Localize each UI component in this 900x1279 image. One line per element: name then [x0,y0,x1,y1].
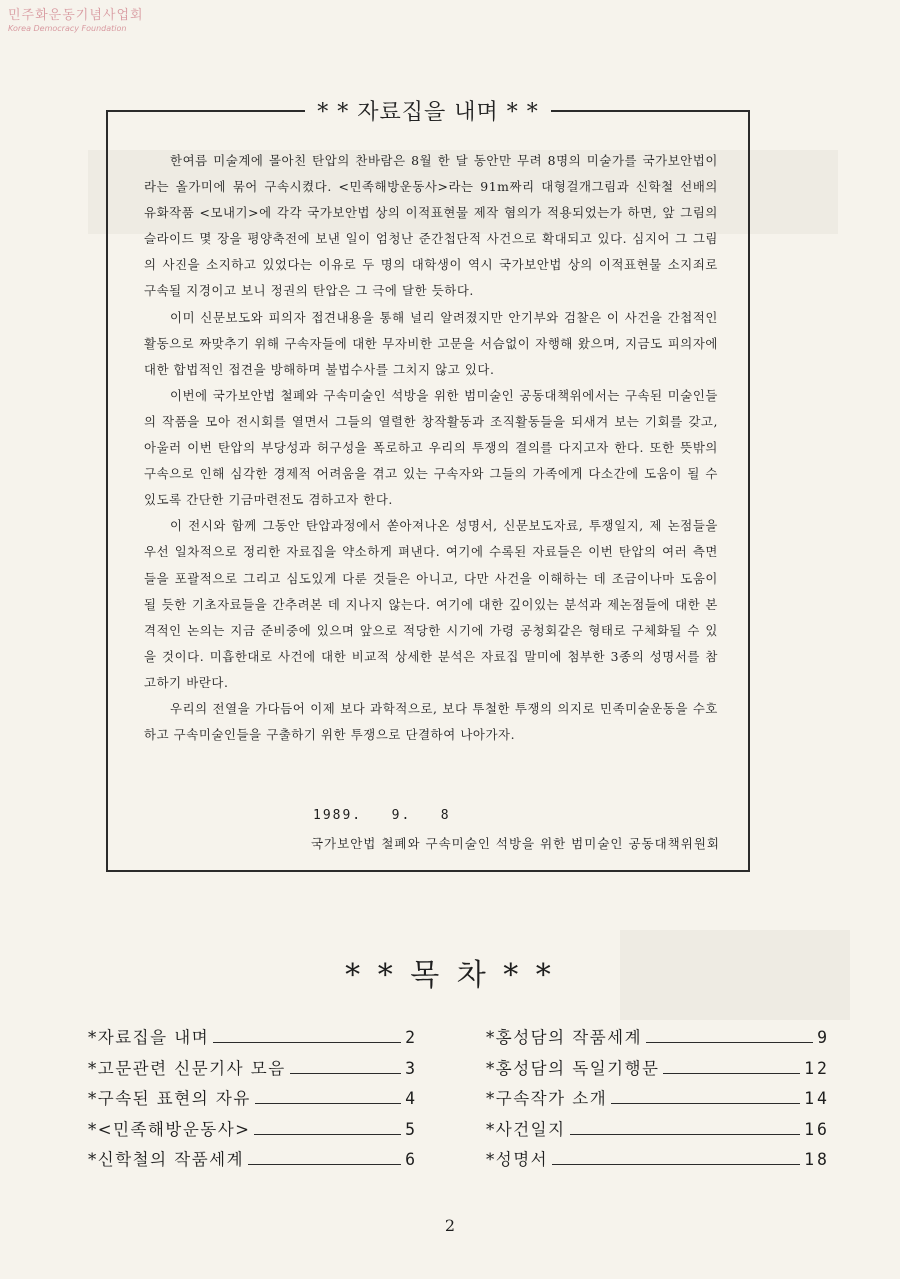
toc-column-right [486,1024,830,1177]
toc-item-label: *홍성담의 작품세계 [486,1028,643,1047]
toc-item [486,1024,830,1055]
toc-item [88,1055,418,1086]
toc-item-label: *사건일지 [486,1119,566,1139]
toc-item-label: *신학철의 작품세계 [88,1150,245,1169]
toc-item-page: 16 [804,1119,830,1139]
toc-item-page: 2 [405,1028,418,1047]
watermark-korean: 민주화운동기념사업회 [8,8,144,23]
toc-leader [646,1033,813,1043]
intro-box [106,100,750,872]
toc-item-page: 3 [405,1058,418,1078]
toc-item-label: *성명서 [486,1150,549,1169]
toc-leader [254,1124,401,1134]
toc-leader [255,1094,401,1104]
toc-item [88,1085,418,1116]
toc-leader [663,1063,800,1073]
table-of-contents [88,1024,830,1184]
toc-item-label: *구속작가 소개 [486,1089,608,1108]
intro-paragraph: 한여름 미술계에 몰아친 탄압의 찬바람은 8월 한 달 동안만 무려 8명의 미술가를 국가보안법이라는 올가미에 묶어 구속시켰다. <민족해방운동사>라는 91m짜리 대형걸개그림과 신학철 선배의 유화작품 <모내기>에 각각 국가보안법 상의 이적표현물 제작 혐의가 적용되었는가 하면, 앞 그림의 슬라이드 몇 장을 평양축전에 보낸 일이 엄청난 준간첩단적 사건으로 확대되고 있다. 심지어 그 그림의 사진을 소지하고 있었다는 이유로 두 명의 대학생이 역시 국가보안법 상의 이적표현물 소지죄로 구속될 지경이고 보니 정권의 탄압은 그 극에 달한 듯하다. [144,153,718,299]
toc-title: * * 목 차 * * [345,958,555,993]
intro-paragraph: 이번에 국가보안법 철폐와 구속미술인 석방을 위한 범미술인 공동대책위에서는 구속된 미술인들의 작품을 모아 전시회를 열면서 그들의 열렬한 창작활동과 조직활동들을 되새겨 보는 기회를 갖고, 아울러 이번 탄압의 부당성과 허구성을 폭로하고 우리의 투쟁의 결의를 다지고자 한다. 또한 뜻밖의 구속으로 인해 심각한 경제적 어려움을 겪고 있는 구속자와 그들의 가족에게 다소간에 도움이 될 수 있도록 간단한 기금마련전도 겸하고자 한다. [144,387,718,508]
toc-leader [213,1033,401,1043]
toc-leader [248,1155,401,1165]
toc-item [88,1116,418,1147]
intro-paragraph: 우리의 전열을 가다듬어 이제 보다 과학적으로, 보다 투철한 투쟁의 의지로 민족미술운동을 수호하고 구속미술인들을 구출하기 위한 투쟁으로 단결하여 나아가자. [144,700,718,743]
toc-item-label: *자료집을 내며 [88,1028,210,1047]
toc-item-page: 14 [804,1089,830,1108]
intro-body [144,148,718,748]
toc-item-label: *홍성담의 독일기행문 [486,1058,660,1078]
toc-leader [290,1063,401,1073]
toc-item-label: *<민족해방운동사> [88,1119,251,1139]
toc-item-label: *고문관련 신문기사 모음 [88,1058,286,1078]
signature-date: 1989. 9. 8 [313,808,451,823]
toc-leader [611,1094,800,1104]
toc-item-page: 9 [817,1028,830,1047]
toc-item-page: 12 [804,1058,830,1078]
watermark [8,4,144,33]
toc-column-left [88,1024,418,1177]
signature-organization: 국가보안법 철폐와 구속미술인 석방을 위한 범미술인 공동대책위원회 [310,836,720,851]
toc-item-page: 6 [405,1150,418,1169]
toc-item [88,1024,418,1055]
toc-item-page: 5 [405,1119,418,1139]
toc-item [88,1146,418,1177]
toc-item [486,1146,830,1177]
intro-paragraph: 이미 신문보도와 피의자 접견내용을 통해 널리 알려졌지만 안기부와 검찰은 이 사건을 간첩적인 활동으로 짜맞추기 위해 구속자들에 대한 무자비한 고문을 서슴없이 자행해 왔으며, 지금도 피의자에 대한 합법적인 접견을 방해하며 불법수사를 그치지 않고 있다. [144,309,718,377]
intro-paragraph: 이 전시와 함께 그동안 탄압과정에서 쏟아져나온 성명서, 신문보도자료, 투쟁일지, 제 논점들을 우선 일차적으로 정리한 자료집을 약소하게 펴낸다. 여기에 수록된 자료들은 이번 탄압의 여러 측면들을 포괄적으로 그리고 심도있게 다룬 것들은 아니고, 다만 사건을 이해하는 데 조금이나마 도움이 될 듯한 기초자료들을 간추려본 데 지나지 않는다. 여기에 대한 깊이있는 분석과 제논점들에 대한 본격적인 논의는 지금 준비중에 있으며 앞으로 적당한 시기에 가령 공청회같은 형태로 구체화될 수 있을 것이다. 미흡한대로 사건에 대한 비교적 상세한 분석은 자료집 말미에 첨부한 3종의 성명서를 참고하기 바란다. [144,518,718,690]
toc-leader [570,1124,801,1134]
toc-item-page: 4 [405,1089,418,1108]
toc-item-page: 18 [804,1150,830,1169]
intro-title: * * 자료집을 내며 * * [305,100,550,125]
toc-item [486,1055,830,1086]
page-number: 2 [444,1216,456,1235]
toc-item [486,1116,830,1147]
watermark-english: Korea Democracy Foundation [8,24,127,33]
toc-item-label: *구속된 표현의 자유 [88,1089,251,1108]
toc-leader [552,1155,800,1165]
toc-item [486,1085,830,1116]
